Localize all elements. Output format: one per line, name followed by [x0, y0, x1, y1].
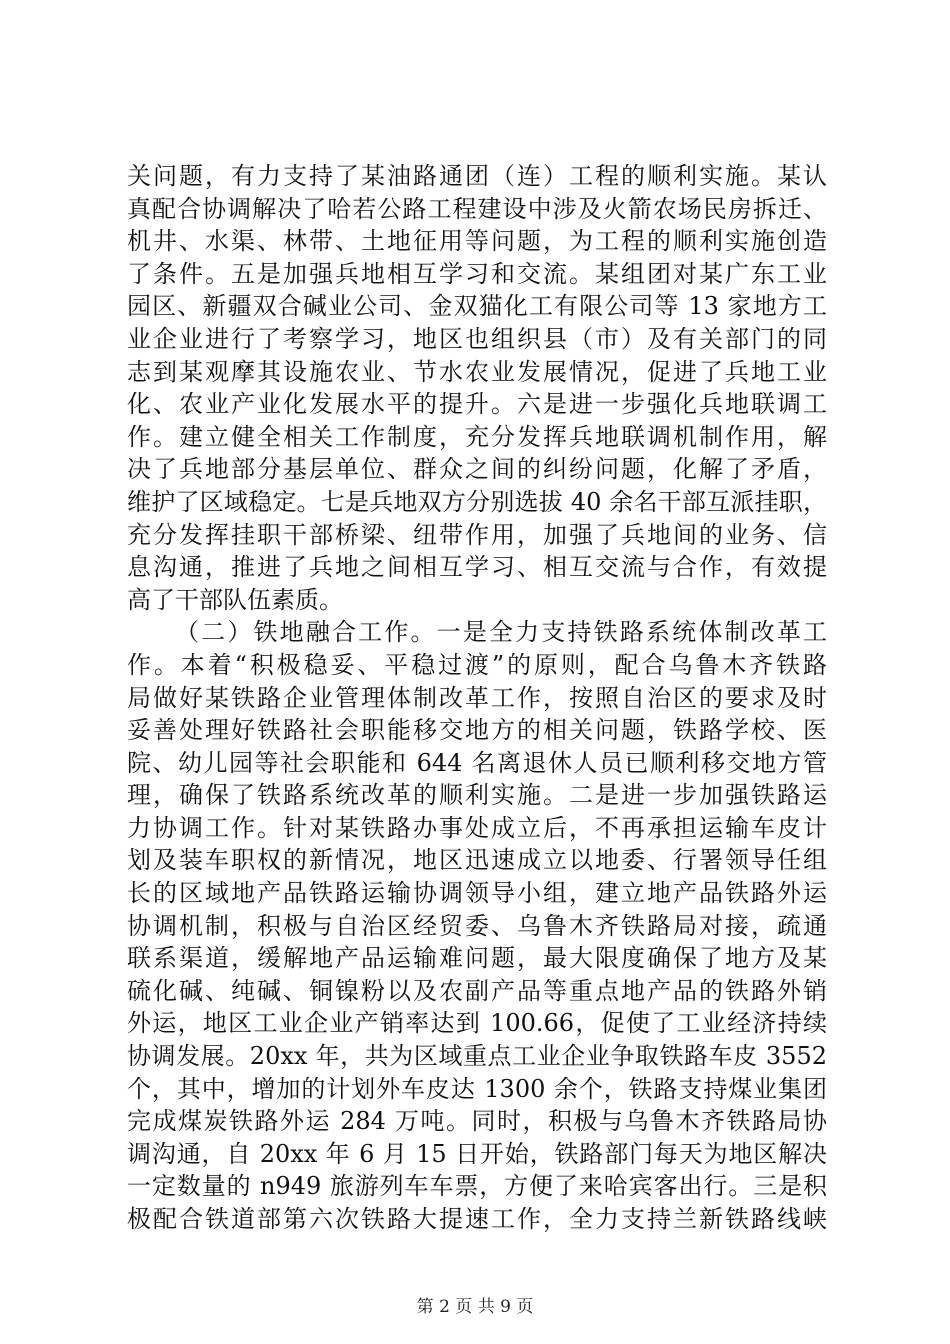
text-line: 理，确保了铁路系统改革的顺利实施。二是进一步加强铁路运	[127, 781, 827, 810]
text-line: 园区、新疆双合碱业公司、金双猫化工有限公司等 13 家地方工	[127, 292, 827, 321]
section-heading-line: （二）铁地融合工作。一是全力支持铁路系统体制改革工	[175, 618, 827, 647]
page-footer: 第 2 页 共 9 页	[416, 1297, 534, 1317]
text-line: 长的区域地产品铁路运输协调领导小组，建立地产品铁路外运	[127, 879, 827, 908]
text-line: 关问题，有力支持了某油路通团（连）工程的顺利实施。某认	[127, 162, 827, 190]
text-line: 协调发展。20xx 年，共为区域重点工业企业争取铁路车皮 3552	[127, 1042, 827, 1071]
text-line: 决了兵地部分基层单位、群众之间的纠纷问题，化解了矛盾，	[127, 455, 827, 484]
text-line: 真配合协调解决了哈若公路工程建设中涉及火箭农场民房拆迁、	[127, 194, 827, 223]
text-line: 调沟通，自 20xx 年 6 月 15 日开始，铁路部门每天为地区解决	[127, 1139, 827, 1168]
text-line: 维护了区域稳定。七是兵地双方分别选拔 40 余名干部互派挂职，	[127, 487, 827, 516]
text-line: 极配合铁道部第六次铁路大提速工作，全力支持兰新铁路线峡	[127, 1205, 827, 1233]
text-line: 个，其中，增加的计划外车皮达 1300 余个，铁路支持煤业集团	[127, 1074, 827, 1103]
text-line: 志到某观摩其设施农业、节水农业发展情况，促进了兵地工业	[127, 357, 827, 386]
text-line: 划及装车职权的新情况，地区迅速成立以地委、行署领导任组	[127, 846, 827, 875]
text-line: 力协调工作。针对某铁路办事处成立后，不再承担运输车皮计	[127, 813, 827, 842]
text-line: 完成煤炭铁路外运 284 万吨。同时，积极与乌鲁木齐铁路局协	[127, 1107, 827, 1136]
text-line: 充分发挥挂职干部桥梁、纽带作用，加强了兵地间的业务、信	[127, 520, 827, 549]
text-line: 硫化碱、纯碱、铜镍粉以及农副产品等重点地产品的铁路外销	[127, 976, 827, 1005]
text-line: 一定数量的 n949 旅游列车车票，方便了来哈宾客出行。三是积	[127, 1172, 827, 1201]
text-line: 机井、水渠、林带、土地征用等问题，为工程的顺利实施创造	[127, 227, 827, 256]
text-line: 息沟通，推进了兵地之间相互学习、相互交流与合作，有效提	[127, 553, 827, 582]
text-line: 作。建立健全相关工作制度，充分发挥兵地联调机制作用，解	[127, 422, 827, 451]
text-line: 化、农业产业化发展水平的提升。六是进一步强化兵地联调工	[127, 390, 827, 419]
text-line: 了条件。五是加强兵地相互学习和交流。某组团对某广东工业	[127, 259, 827, 288]
text-line: 院、幼儿园等社会职能和 644 名离退休人员已顺利移交地方管	[127, 748, 827, 777]
text-line: 协调机制，积极与自治区经贸委、乌鲁木齐铁路局对接，疏通	[127, 911, 827, 940]
text-line: 高了干部队伍素质。	[127, 585, 343, 614]
text-line: 作。本着“积极稳妥、平稳过渡”的原则，配合乌鲁木齐铁路	[127, 650, 827, 679]
document-body	[127, 160, 827, 1236]
text-line: 局做好某铁路企业管理体制改革工作，按照自治区的要求及时	[127, 683, 827, 712]
text-line: 妥善处理好铁路社会职能移交地方的相关问题，铁路学校、医	[127, 716, 827, 745]
text-line: 联系渠道，缓解地产品运输难问题，最大限度确保了地方及某	[127, 944, 827, 973]
text-line: 外运，地区工业企业产销率达到 100.66，促使了工业经济持续	[127, 1009, 827, 1038]
text-line: 业企业进行了考察学习，地区也组织县（市）及有关部门的同	[127, 324, 827, 353]
